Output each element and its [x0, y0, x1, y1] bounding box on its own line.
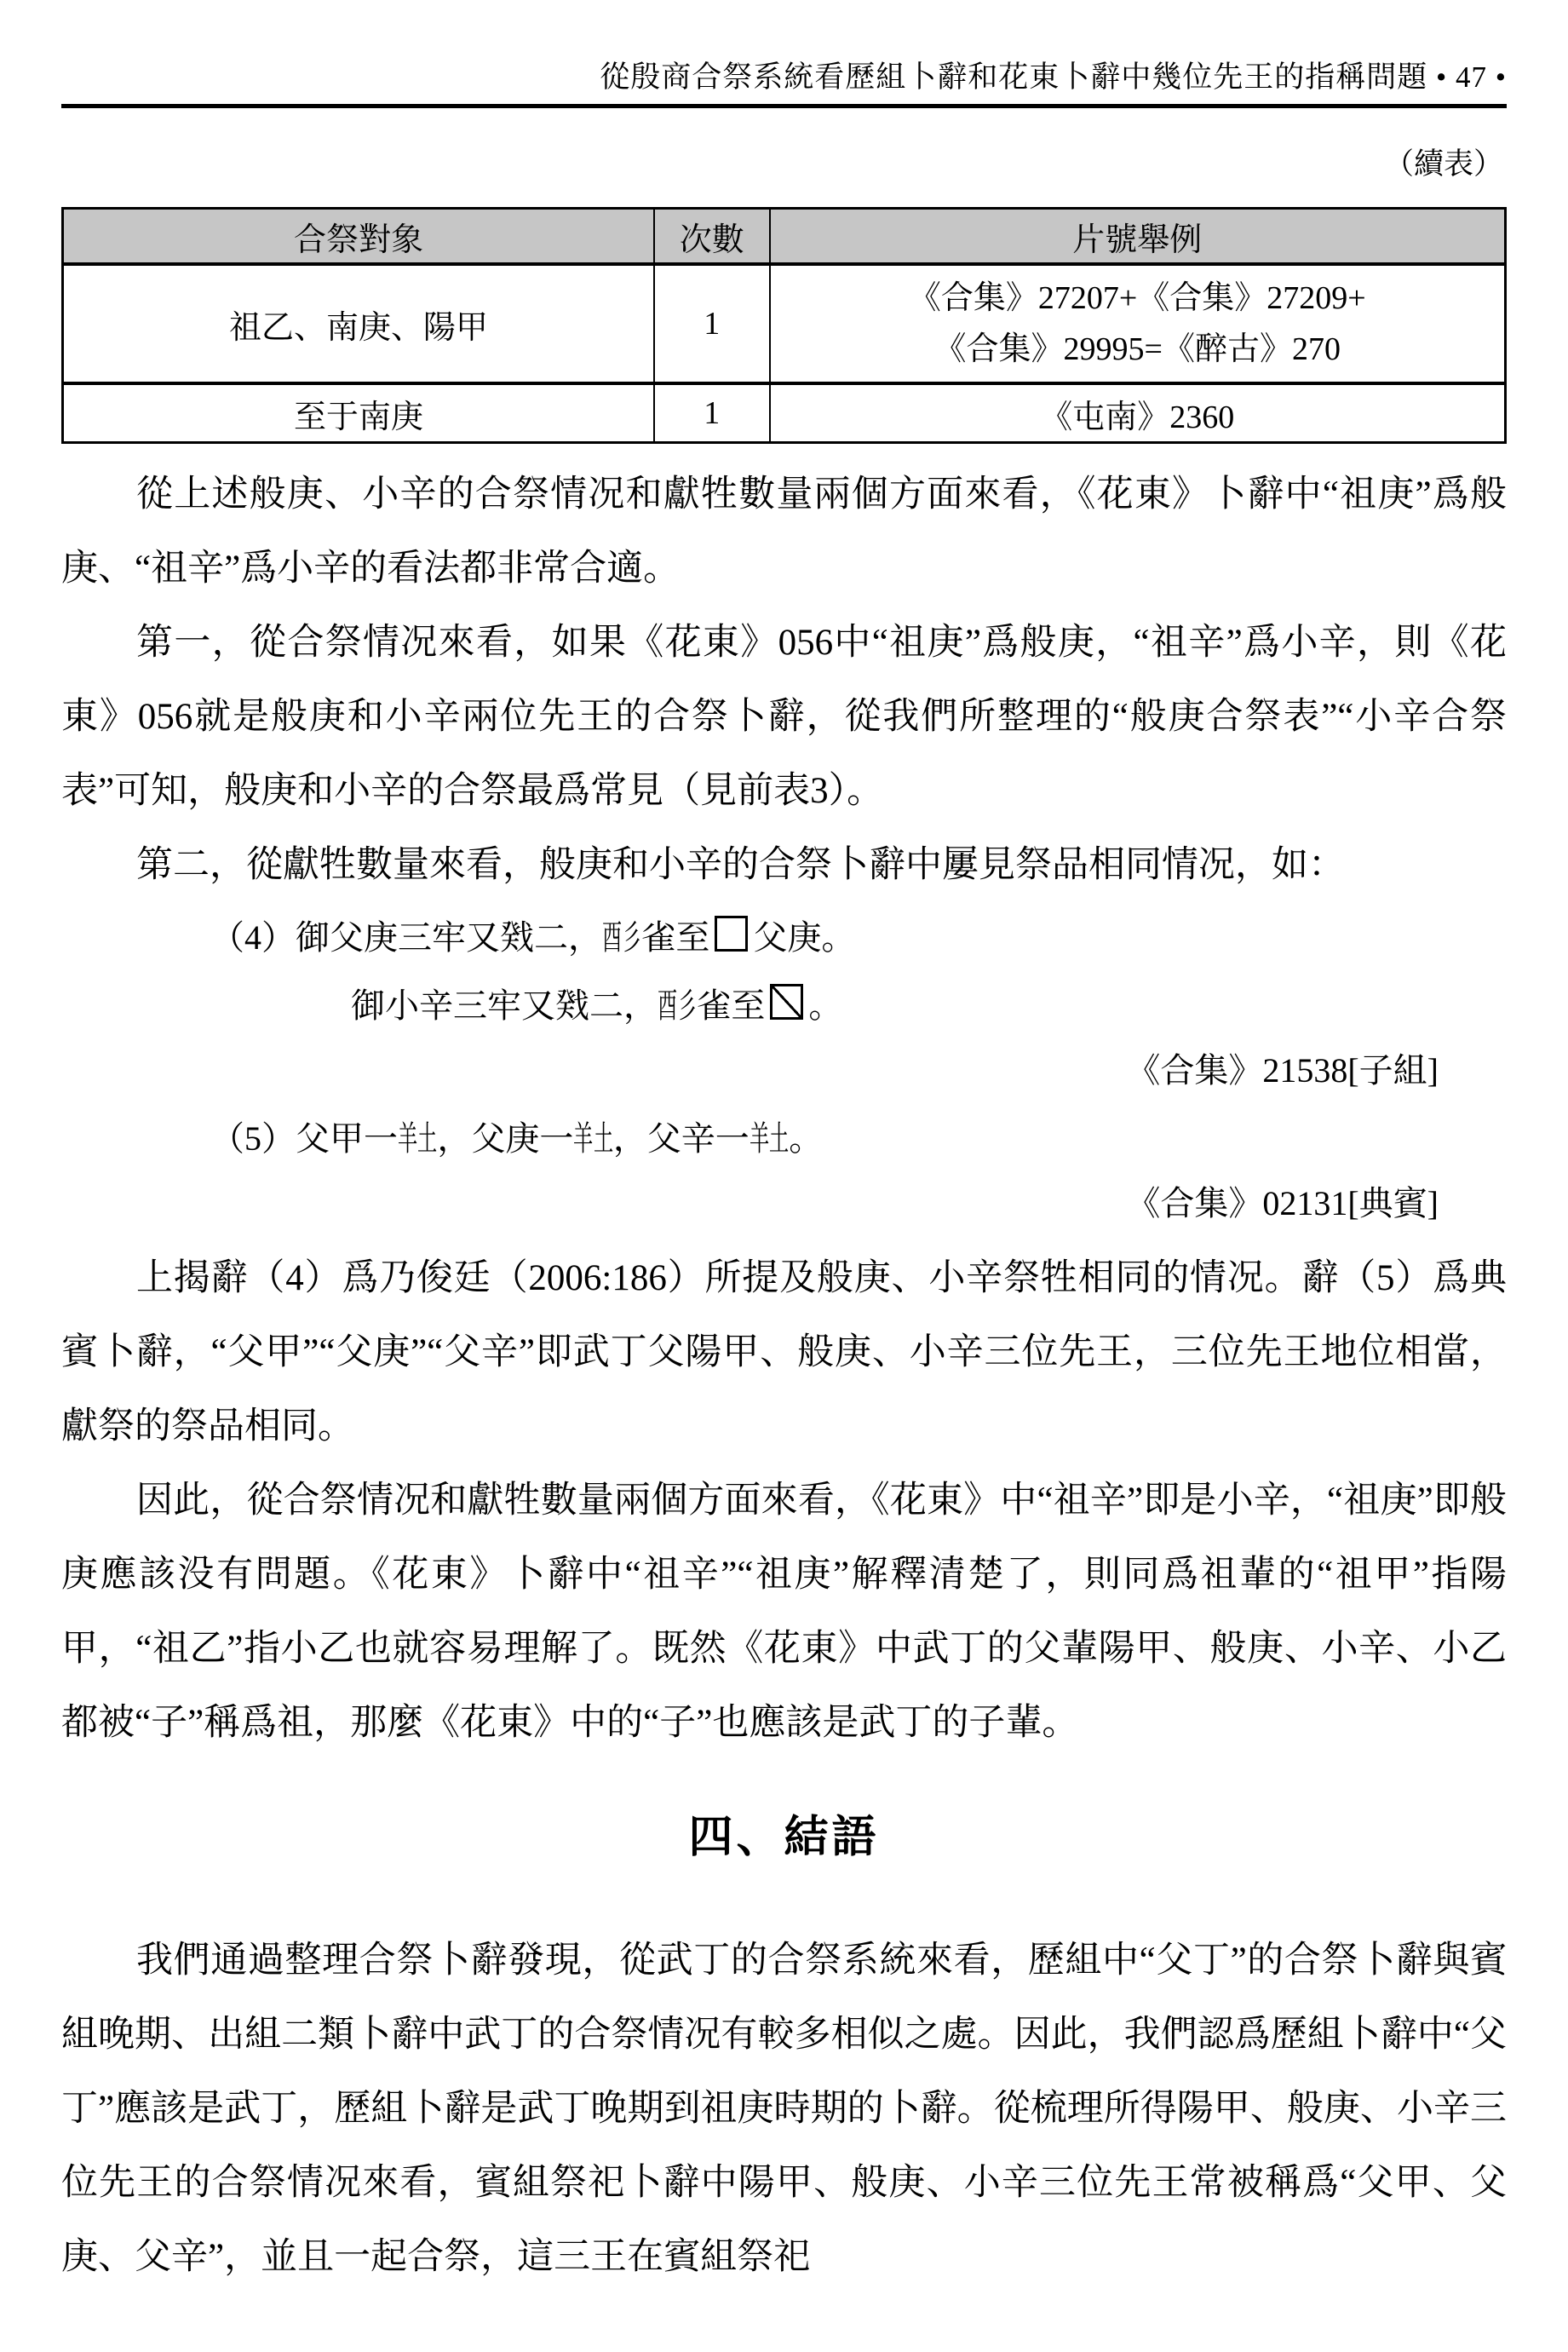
- paragraph: 第一，從合祭情况來看，如果《花東》056中“祖庚”爲般庚，“祖辛”爲小辛，則《花東》056就是般庚和小辛兩位先王的合祭卜辭，從我們所整理的“般庚合祭表”“小辛合祭表”可知，般庚和小辛的合祭最爲常見（見前表3）。: [61, 623, 1507, 811]
- page-number: • 47 •: [1435, 60, 1507, 94]
- quote-text: （4）御父庚三牢又戣二，: [210, 918, 602, 957]
- glyph-left-part: 羊: [573, 1119, 594, 1158]
- oracle-quote-4-line-2: [351, 982, 1507, 1030]
- glyph-left-part: 羊: [398, 1119, 418, 1158]
- quote-4-citation: 《合集》21538[子組]: [1126, 1051, 1439, 1090]
- col-header-examples: 片號舉例: [770, 209, 1506, 265]
- damaged-char-box-icon: [715, 916, 748, 952]
- cell-examples: [770, 264, 1506, 383]
- quote-text: 御小辛三牢又戣二，: [351, 986, 658, 1025]
- glyph-left-part: 羊: [749, 1119, 770, 1158]
- example-line: 《合集》27207+《合集》27209+: [908, 280, 1366, 316]
- running-head-title: 從殷商合祭系統看歷組卜辭和花東卜辭中幾位先王的指稱問題: [600, 60, 1428, 94]
- oracle-quote-5-line: [210, 1115, 1507, 1163]
- table-row: [63, 264, 1506, 383]
- glyph-right-part: 彡: [677, 986, 698, 1025]
- cell-count: 1: [654, 383, 770, 443]
- joint-sacrifice-table: [61, 207, 1507, 444]
- quote-5-citation: 《合集》02131[典賓]: [1126, 1184, 1439, 1222]
- glyph-right-part: 彡: [622, 918, 642, 957]
- col-header-count: 次數: [654, 209, 770, 265]
- table-header-row: [63, 209, 1506, 265]
- table-row: [63, 383, 1506, 443]
- quote-text: 雀至: [697, 986, 766, 1025]
- composite-glyph-yang-tu: [573, 1115, 612, 1163]
- glyph-left-part: 酉: [602, 918, 623, 957]
- paragraph: 從上述般庚、小辛的合祭情况和獻牲數量兩個方面來看，《花東》卜辭中“祖庚”爲般庚、“祖辛”爲小辛的看法都非常合適。: [61, 474, 1507, 589]
- quote-text: 。: [789, 1119, 824, 1158]
- cell-object: 祖乙、南庚、陽甲: [63, 264, 655, 383]
- damaged-char-slash-box-icon: [770, 984, 803, 1020]
- paragraph: 我們通過整理合祭卜辭發現，從武丁的合祭系統來看，歷組中“父丁”的合祭卜辭與賓組晚期、出組二類卜辭中武丁的合祭情况有較多相似之處。因此，我們認爲歷組卜辭中“父丁”應該是武丁，歷組卜辭是武丁晚期到祖庚時期的卜辭。從梳理所得陽甲、般庚、小辛三位先王的合祭情况來看，賓組祭祀卜辭中陽甲、般庚、小辛三位先王常被稱爲“父甲、父庚、父辛”，並且一起合祭，這三王在賓組祭祀: [61, 1941, 1507, 2277]
- col-header-object: 合祭對象: [63, 209, 655, 265]
- quote-text: ，父辛一: [612, 1119, 750, 1158]
- composite-glyph-yang-tu: [398, 1115, 437, 1163]
- example-line: 《合集》29995=《醉古》270: [933, 331, 1341, 367]
- composite-glyph-yang-tu: [750, 1115, 789, 1163]
- cell-examples: 《屯南》2360: [770, 383, 1506, 443]
- glyph-right-part: 土: [769, 1119, 790, 1158]
- cell-count: 1: [654, 264, 770, 383]
- quote-text: 雀至: [641, 918, 710, 957]
- quote-text: 。: [808, 986, 843, 1025]
- header-rule: [61, 104, 1507, 108]
- paragraph: 因此，從合祭情况和獻牲數量兩個方面來看，《花東》中“祖辛”即是小辛，“祖庚”即般庚應該没有問題。《花東》卜辭中“祖辛”“祖庚”解釋清楚了，則同爲祖輩的“祖甲”指陽甲，“祖乙”指小乙也就容易理解了。既然《花東》中武丁的父輩陽甲、般庚、小辛、小乙都被“子”稱爲祖，那麼《花東》中的“子”也應該是武丁的子輩。: [61, 1481, 1507, 1743]
- composite-glyph-you-shan: [658, 982, 697, 1030]
- glyph-right-part: 土: [417, 1119, 438, 1158]
- composite-glyph-you-shan: [602, 914, 641, 962]
- section-heading: 四、結語: [688, 1814, 880, 1862]
- glyph-right-part: 土: [593, 1119, 613, 1158]
- paragraph: 第二，從獻牲數量來看，般庚和小辛的合祭卜辭中屢見祭品相同情况，如：: [136, 845, 1345, 885]
- paragraph: 上揭辭（4）爲乃俊廷（2006:186）所提及般庚、小辛祭牲相同的情况。辭（5）爲典賓卜辭，“父甲”“父庚”“父辛”即武丁父陽甲、般庚、小辛三位先王，三位先王地位相當，獻祭的祭品相同。: [61, 1258, 1507, 1446]
- quote-text: ，父庚一: [437, 1119, 574, 1158]
- oracle-quote-4-line-1: [210, 914, 1507, 962]
- continued-table-note: （續表）: [1383, 147, 1503, 181]
- quote-text: 父庚。: [753, 918, 856, 957]
- cell-object: 至于南庚: [63, 383, 655, 443]
- running-head: [61, 60, 1507, 95]
- quote-text: （5）父甲一: [210, 1119, 398, 1158]
- glyph-left-part: 酉: [658, 986, 678, 1025]
